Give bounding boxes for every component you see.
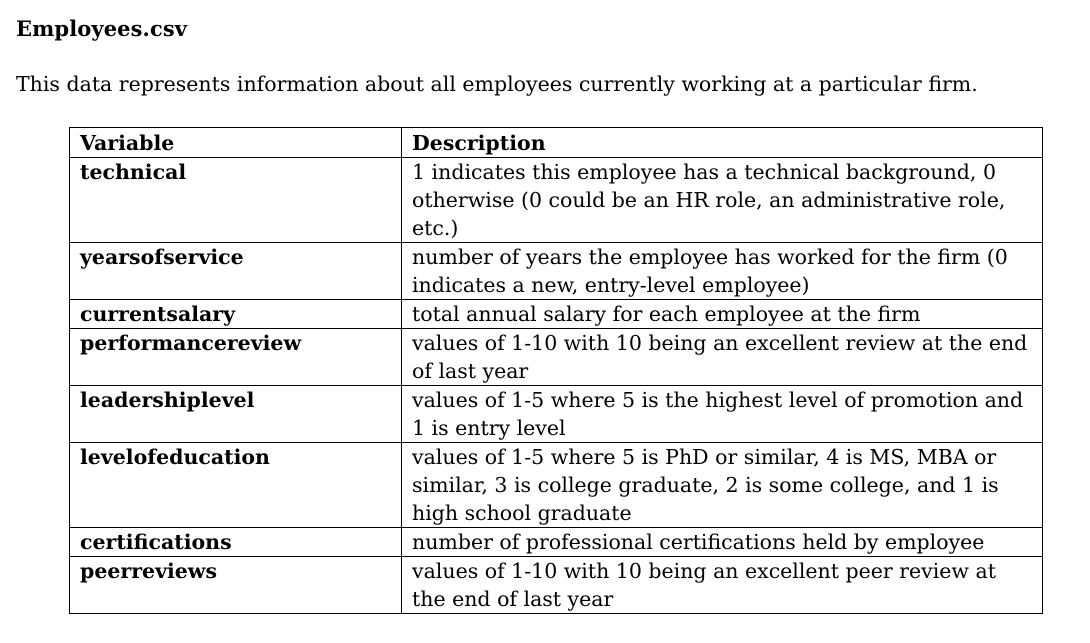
- table-row: [70, 158, 1043, 243]
- variable-description: values of 1-10 with 10 being an excellent peer review at the end of last year: [402, 557, 1043, 614]
- variable-description: values of 1-5 where 5 is the highest level of promotion and 1 is entry level: [402, 386, 1043, 443]
- table-row: [70, 528, 1043, 557]
- variable-name: technical: [70, 158, 402, 243]
- variable-name: certifications: [70, 528, 402, 557]
- variable-name: currentsalary: [70, 300, 402, 329]
- table-row: [70, 329, 1043, 386]
- variable-description: total annual salary for each employee at the firm: [402, 300, 1043, 329]
- variables-table: [69, 127, 1043, 614]
- variable-description: number of professional certifications held by employee: [402, 528, 1043, 557]
- table-row: [70, 557, 1043, 614]
- header-description: Description: [402, 128, 1043, 158]
- variable-name: yearsofservice: [70, 243, 402, 300]
- variable-name: performancereview: [70, 329, 402, 386]
- document-title: Employees.csv: [16, 16, 188, 41]
- table-row: [70, 243, 1043, 300]
- table-row: [70, 443, 1043, 528]
- variable-description: number of years the employee has worked for the firm (0 indicates a new, entry-level employee): [402, 243, 1043, 300]
- table-header-row: [70, 128, 1043, 158]
- variable-name: levelofeducation: [70, 443, 402, 528]
- header-variable: Variable: [70, 128, 402, 158]
- table-row: [70, 386, 1043, 443]
- variable-description: 1 indicates this employee has a technical background, 0 otherwise (0 could be an HR role, an administrative role, etc.): [402, 158, 1043, 243]
- variable-description: values of 1-10 with 10 being an excellent review at the end of last year: [402, 329, 1043, 386]
- variable-name: peerreviews: [70, 557, 402, 614]
- variable-name: leadershiplevel: [70, 386, 402, 443]
- table-row: [70, 300, 1043, 329]
- variable-description: values of 1-5 where 5 is PhD or similar, 4 is MS, MBA or similar, 3 is college graduate, 2 is some college, and 1 is high school graduate: [402, 443, 1043, 528]
- document-intro: This data represents information about all employees currently working at a particular firm.: [16, 72, 978, 96]
